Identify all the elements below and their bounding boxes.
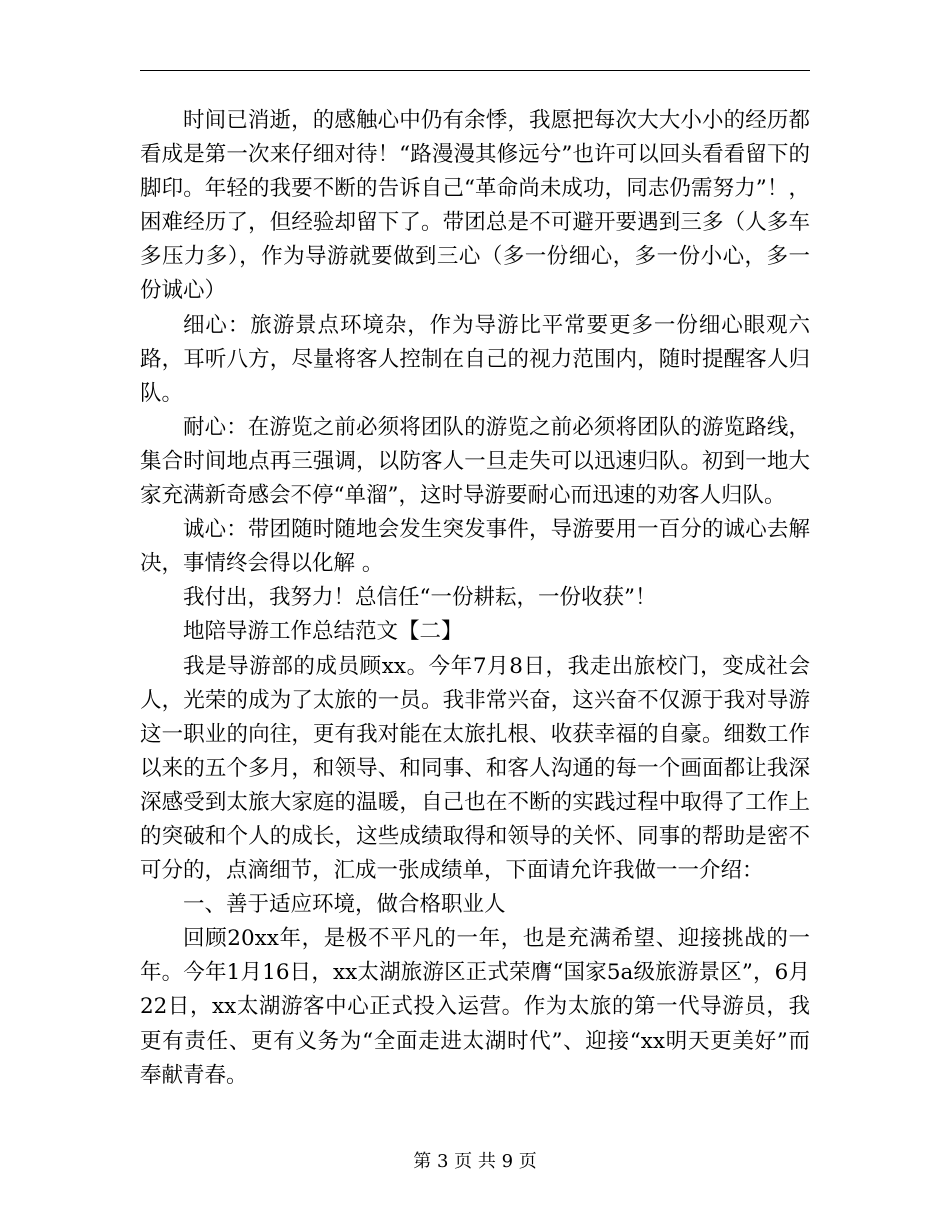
page-footer: 第 3 页 共 9 页 <box>413 1151 537 1172</box>
paragraph: 时间已消逝，的感触心中仍有余悸，我愿把每次大大小小的经历都看成是第一次来仔细对待！“路漫漫其修远兮”也许可以回头看看留下的脚印。年轻的我要不断的告诉自己“革命尚未成功，同志仍需努力”！，困难经历了，但经验却留下了。带团总是不可避开要遇到三多（人多车多压力多），作为导游就要做到三心（多一份细心，多一份小心，多一份诚心） <box>140 108 810 304</box>
paragraph: 我是导游部的成员顾xx。今年7月8日，我走出旅校门，变成社会人，光荣的成为了太旅的一员。我非常兴奋，这兴奋不仅源于我对导游这一职业的向往，更有我对能在太旅扎根、收获幸福的自豪。细数工作以来的五个多月，和领导、和同事、和客人沟通的每一个画面都让我深深感受到太旅大家庭的温暖，自己也在不断的实践过程中取得了工作上的突破和个人的成长，这些成绩取得和领导的关怀、同事的帮助是密不可分的，点滴细节，汇成一张成绩单，下面请允许我做一一介绍： <box>140 653 810 884</box>
body-text <box>140 104 810 1093</box>
paragraph: 诚心：带团随时随地会发生突发事件，导游要用一百分的诚心去解决，事情终会得以化解 。 <box>140 517 810 577</box>
section-heading: 地陪导游工作总结范文【二】 <box>183 619 463 645</box>
paragraph: 细心：旅游景点环境杂，作为导游比平常要更多一份细心眼观六路，耳听八方，尽量将客人控制在自己的视力范围内，随时提醒客人归队。 <box>140 312 810 406</box>
paragraph: 我付出，我努力！总信任“一份耕耘，一份收获”！ <box>183 585 657 611</box>
header-rule <box>140 70 810 71</box>
subsection-heading: 一、善于适应环境，做合格职业人 <box>183 892 506 918</box>
paragraph: 回顾20xx年，是极不平凡的一年，也是充满希望、迎接挑战的一年。今年1月16日，xx太湖旅游区正式荣膺“国家5a级旅游景区”，6月22日，xx太湖游客中心正式投入运营。作为太旅的第一代导游员，我更有责任、更有义务为“全面走进太湖时代”、迎接“xx明天更美好”而奉献青春。 <box>140 926 810 1088</box>
paragraph: 耐心：在游览之前必须将团队的游览之前必须将团队的游览路线，集合时间地点再三强调，以防客人一旦走失可以迅速归队。初到一地大家充满新奇感会不停“单溜”，这时导游要耐心而迅速的劝客人归队。 <box>140 414 810 509</box>
